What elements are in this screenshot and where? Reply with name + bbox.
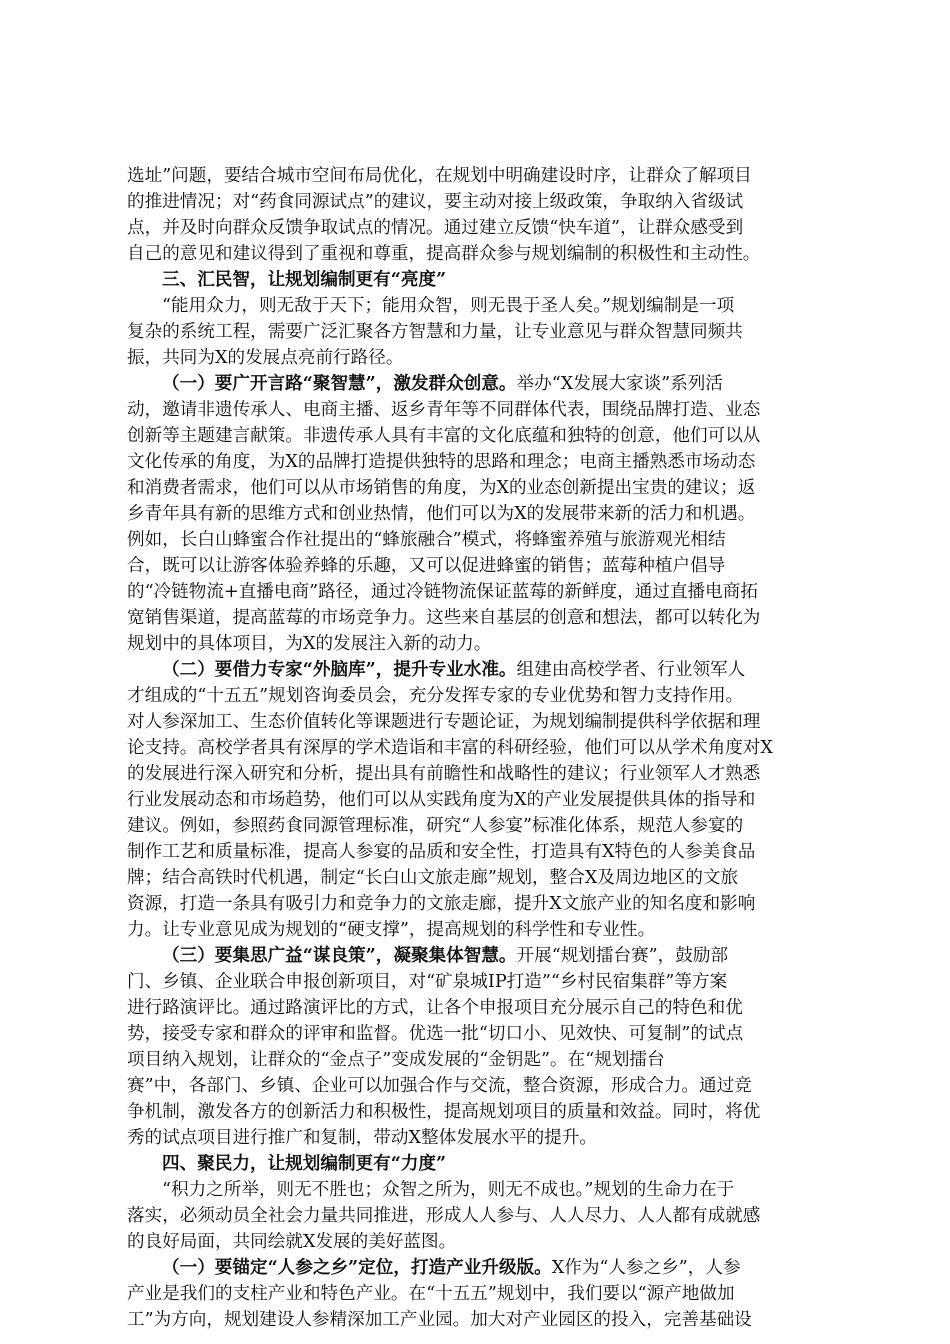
body-line: 制作工艺和质量标准，提高人参宴的品质和安全性，打造具有X特色的人参美食品 — [127, 842, 756, 862]
body-line: 的发展进行深入研究和分析，提出具有前瞻性和战略性的建议；行业领军人才熟悉 — [127, 764, 761, 784]
subsection-first-line — [127, 657, 827, 683]
body-line: 建议。例如，参照药食同源管理标准，研究“人参宴”标准化体系，规范人参宴的 — [127, 816, 744, 836]
body-line: 进行路演评比。通过路演评比的方式，让各个申报项目充分展示自己的特色和优 — [127, 998, 743, 1018]
body-line: 的“冷链物流+直播电商”路径，通过冷链物流保证蓝莓的新鲜度，通过直播电商拓 — [127, 582, 758, 602]
subsection-lead: （三）要集思广益“谋良策”，凝聚集体智慧。 — [162, 945, 517, 966]
body-line: 的良好局面，共同绘就X发展的美好蓝图。 — [127, 1232, 457, 1252]
subsection-first-line — [127, 371, 827, 397]
body-line: “积力之所举，则无不胜也；众智之所为，则无不成也。”规划的生命力在于 — [162, 1180, 735, 1200]
body-line: 合，既可以让游客体验养蜂的乐趣，又可以促进蜂蜜的销售；蓝莓种植户倡导 — [127, 556, 726, 576]
body-line: 文化传承的角度，为X的品牌打造提供独特的思路和理念；电商主播熟悉市场动态 — [127, 452, 756, 472]
body-line: 行业发展动态和市场趋势，他们可以从实践角度为X的产业发展提供具体的指导和 — [127, 790, 756, 810]
body-line: 产业是我们的支柱产业和特色产业。在“十五五”规划中，我们要以“源产地做加 — [127, 1284, 735, 1304]
section-heading: 四、聚民力，让规划编制更有“力度” — [162, 1153, 447, 1174]
body-line: 振，共同为X的发展点亮前行路径。 — [127, 348, 404, 368]
body-line: 的推进情况；对“药食同源试点”的建议，要主动对接上级政策，争取纳入省级试 — [127, 192, 744, 212]
body-line: 例如，长白山蜂蜜合作社提出的“蜂旅融合”模式，将蜂蜜养殖与旅游观光相结 — [127, 530, 726, 550]
body-line: 论支持。高校学者具有深厚的学术造诣和丰富的科研经验，他们可以从学术角度对X — [127, 738, 773, 758]
body-line: 秀的试点项目进行推广和复制，带动X整体发展水平的提升。 — [127, 1128, 597, 1148]
body-line: 工”为方向，规划建设人参精深加工产业园。加大对产业园区的投入，完善基础设 — [127, 1310, 752, 1330]
subsection-first-line — [127, 1255, 827, 1281]
body-line: 赛”中，各部门、乡镇、企业可以加强合作与交流，整合资源，形成合力。通过竞 — [127, 1076, 752, 1096]
subsection-lead-rest: X作为“人参之乡”，人参 — [551, 1258, 741, 1278]
subsection-lead-rest: 开展“规划擂台赛”，鼓励部 — [516, 946, 729, 966]
subsection-lead: （一）要广开言路“聚智慧”，激发群众创意。 — [162, 373, 517, 394]
body-line: 争机制，激发各方的创新活力和积极性，提高规划项目的质量和效益。同时，将优 — [127, 1102, 761, 1122]
body-line: 动，邀请非遗传承人、电商主播、返乡青年等不同群体代表，围绕品牌打造、业态 — [127, 400, 761, 420]
body-line: 项目纳入规划，让群众的“金点子”变成发展的“金钥匙”。在“规划擂台 — [127, 1050, 665, 1070]
section-heading: 三、汇民智，让规划编制更有“亮度” — [162, 269, 447, 290]
body-line: 牌；结合高铁时代机遇，制定“长白山文旅走廊”规划，整合X及周边地区的文旅 — [127, 868, 739, 888]
body-line: 宽销售渠道，提高蓝莓的市场竞争力。这些来自基层的创意和想法，都可以转化为 — [127, 608, 761, 628]
body-line: 势，接受专家和群众的评审和监督。优选一批“切口小、见效快、可复制”的试点 — [127, 1024, 744, 1044]
subsection-lead-rest: 举办“X发展大家谈”系列活 — [516, 374, 723, 394]
subsection-first-line — [127, 943, 827, 969]
body-line: 门、乡镇、企业联合申报创新项目，对“矿泉城IP打造”“乡村民宿集群”等方案 — [127, 972, 728, 992]
body-line: 选址”问题，要结合城市空间布局优化，在规划中明确建设时序，让群众了解项目 — [127, 166, 752, 186]
body-line: 创新等主题建言献策。非遗传承人具有丰富的文化底蕴和独特的创意，他们可以从 — [127, 426, 761, 446]
subsection-lead-rest: 组建由高校学者、行业领军人 — [516, 660, 746, 680]
body-line: 点，并及时向群众反馈争取试点的情况。通过建立反馈“快车道”，让群众感受到 — [127, 218, 744, 238]
body-line: 才组成的“十五五”规划咨询委员会，充分发挥专家的专业优势和智力支持作用。 — [127, 686, 744, 706]
body-line: 落实，必须动员全社会力量共同推进，形成人人参与、人人尽力、人人都有成就感 — [127, 1206, 761, 1226]
body-line: 乡青年具有新的思维方式和创业热情，他们可以为X的发展带来新的活力和机遇。 — [127, 504, 756, 524]
subsection-lead: （一）要锚定“人参之乡”定位，打造产业升级版。 — [162, 1257, 552, 1278]
body-line: 和消费者需求，他们可以从市场销售的角度，为X的业态创新提出宝贵的建议；返 — [127, 478, 756, 498]
body-line: “能用众力，则无敌于天下；能用众智，则无畏于圣人矣。”规划编制是一项 — [162, 296, 735, 316]
body-line: 资源，打造一条具有吸引力和竞争力的文旅走廊，提升X文旅产业的知名度和影响 — [127, 894, 756, 914]
body-line: 复杂的系统工程，需要广泛汇聚各方智慧和力量，让专业意见与群众智慧同频共 — [127, 322, 743, 342]
body-line: 力。让专业意见成为规划的“硬支撑”，提高规划的科学性和专业性。 — [127, 920, 656, 940]
body-line: 对人参深加工、生态价值转化等课题进行专题论证，为规划编制提供科学依据和理 — [127, 712, 761, 732]
body-line: 规划中的具体项目，为X的发展注入新的动力。 — [127, 634, 492, 654]
subsection-lead: （二）要借力专家“外脑库”，提升专业水准。 — [162, 659, 517, 680]
document-body — [127, 163, 827, 1333]
body-line: 自己的意见和建议得到了重视和尊重，提高群众参与规划编制的积极性和主动性。 — [127, 244, 761, 264]
